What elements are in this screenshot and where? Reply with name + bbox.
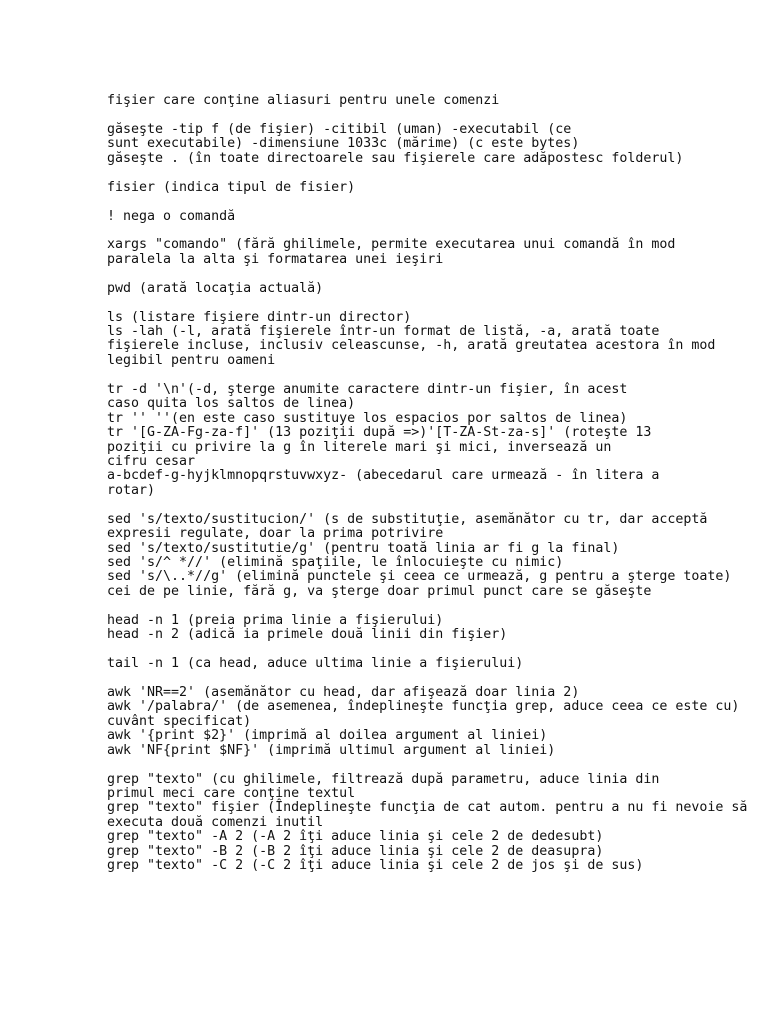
text-line: cei de pe linie, fără g, va şterge doar primul punct care se găseşte: [107, 583, 652, 599]
text-line: tr '' ''(en este caso sustituye los espacios por saltos de linea): [107, 410, 628, 426]
paragraph-file: [107, 181, 768, 195]
paragraph-grep: [107, 773, 768, 874]
text-line: sed 's/texto/sustitutie/g' (pentru toată linia ar fi g la final): [107, 540, 620, 556]
paragraph-find: [107, 123, 768, 166]
text-line: sunt executabile) -dimensiune 1033c (mărime) (c este bytes): [107, 136, 580, 152]
text-line: head -n 2 (adică ia primele două linii din fişier): [107, 627, 508, 643]
text-line: tail -n 1 (ca head, aduce ultima linie a fişierului): [107, 656, 524, 672]
text-line: a-bcdef-g-hyjklmnopqrstuvwxyz- (abecedarul care urmează - în litera a: [107, 468, 660, 484]
text-line: găseşte -tip f (de fişier) -citibil (uman) -executabil (ce: [107, 121, 572, 137]
text-line: rotar): [107, 482, 156, 498]
text-line: pwd (arată locaţia actuală): [107, 280, 324, 296]
text-line: ls -lah (-l, arată fişierele într-un format de listă, -a, arată toate: [107, 324, 660, 339]
text-line: executa două comenzi inutil: [107, 814, 324, 830]
paragraph-head: [107, 614, 768, 643]
text-line: grep "texto" fişier (Îndeplineşte funcţia de cat autom. pentru a nu fi nevoie să: [107, 800, 748, 816]
paragraph-awk: [107, 686, 768, 758]
paragraph-sed: [107, 513, 768, 600]
text-line: tr '[G-ZA-Fg-za-f]' (13 poziţii după =>)'[T-ZA-St-za-s]' (roteşte 13: [107, 425, 652, 441]
text-line: grep "texto" (cu ghilimele, filtrează după parametru, aduce linia din: [107, 771, 660, 787]
text-line: caso quita los saltos de linea): [107, 396, 356, 412]
text-line: poziţii cu privire la g în literele mari şi mici, inversează un: [107, 439, 612, 455]
text-line: xargs "comando" (fără ghilimele, permite executarea unui comandă în mod: [107, 237, 676, 253]
text-line: awk '/palabra/' (de asemenea, îndeplineşte funcţia grep, aduce ceea ce este cu): [107, 699, 740, 715]
text-line: tr -d '\n'(-d, şterge anumite caractere dintr-un fişier, în acest: [107, 381, 628, 397]
text-line: grep "texto" -A 2 (-A 2 îţi aduce linia şi cele 2 de dedesubt): [107, 829, 604, 845]
text-line: sed 's/\..*//g' (elimină punctele şi ceea ce urmează, g pentru a şterge toate): [107, 569, 732, 585]
text-line: legibil pentru oameni: [107, 352, 276, 368]
paragraph-xargs: [107, 238, 768, 267]
text-line: cifru cesar: [107, 453, 196, 469]
text-line: sed 's/^ *//' (elimină spaţiile, le înlocuieşte cu nimic): [107, 555, 564, 570]
text-line: fisier (indica tipul de fisier): [107, 179, 356, 195]
text-line: cuvânt specificat): [107, 713, 252, 729]
paragraph-ls: [107, 311, 768, 369]
text-line: sed 's/texto/sustitucion/' (s de substituţie, asemănător cu tr, dar acceptă: [107, 511, 708, 527]
paragraph-aliases: [107, 94, 768, 108]
text-line: grep "texto" -B 2 (-B 2 îţi aduce linia şi cele 2 de deasupra): [107, 843, 604, 859]
text-line: awk '{print $2}' (imprimă al doilea argument al liniei): [107, 728, 548, 744]
text-line: paralela la alta şi formatarea unei ieşiri: [107, 251, 444, 267]
text-line: awk 'NF{print $NF}' (imprimă ultimul argument al liniei): [107, 742, 556, 758]
text-line: expresii regulate, doar la prima potrivire: [107, 526, 444, 542]
text-line: fişierele incluse, inclusiv celeascunse, -h, arată greutatea acestora în mod: [107, 338, 716, 354]
text-line: ls (listare fişiere dintr-un director): [107, 309, 412, 325]
paragraph-negate: [107, 210, 768, 224]
text-line: awk 'NR==2' (asemănător cu head, dar afişează doar linia 2): [107, 684, 580, 700]
text-line: găseşte . (în toate directoarele sau fişierele care adăpostesc folderul): [107, 150, 684, 166]
paragraph-tr: [107, 383, 768, 499]
paragraph-tail: [107, 657, 768, 671]
text-line: ! nega o comandă: [107, 208, 236, 224]
text-line: grep "texto" -C 2 (-C 2 îţi aduce linia şi cele 2 de jos şi de sus): [107, 858, 644, 874]
paragraph-pwd: [107, 282, 768, 296]
text-line: primul meci care conţine textul: [107, 786, 356, 801]
text-line: fişier care conţine aliasuri pentru unele comenzi: [107, 93, 500, 108]
text-line: head -n 1 (preia prima linie a fişierului): [107, 612, 444, 628]
